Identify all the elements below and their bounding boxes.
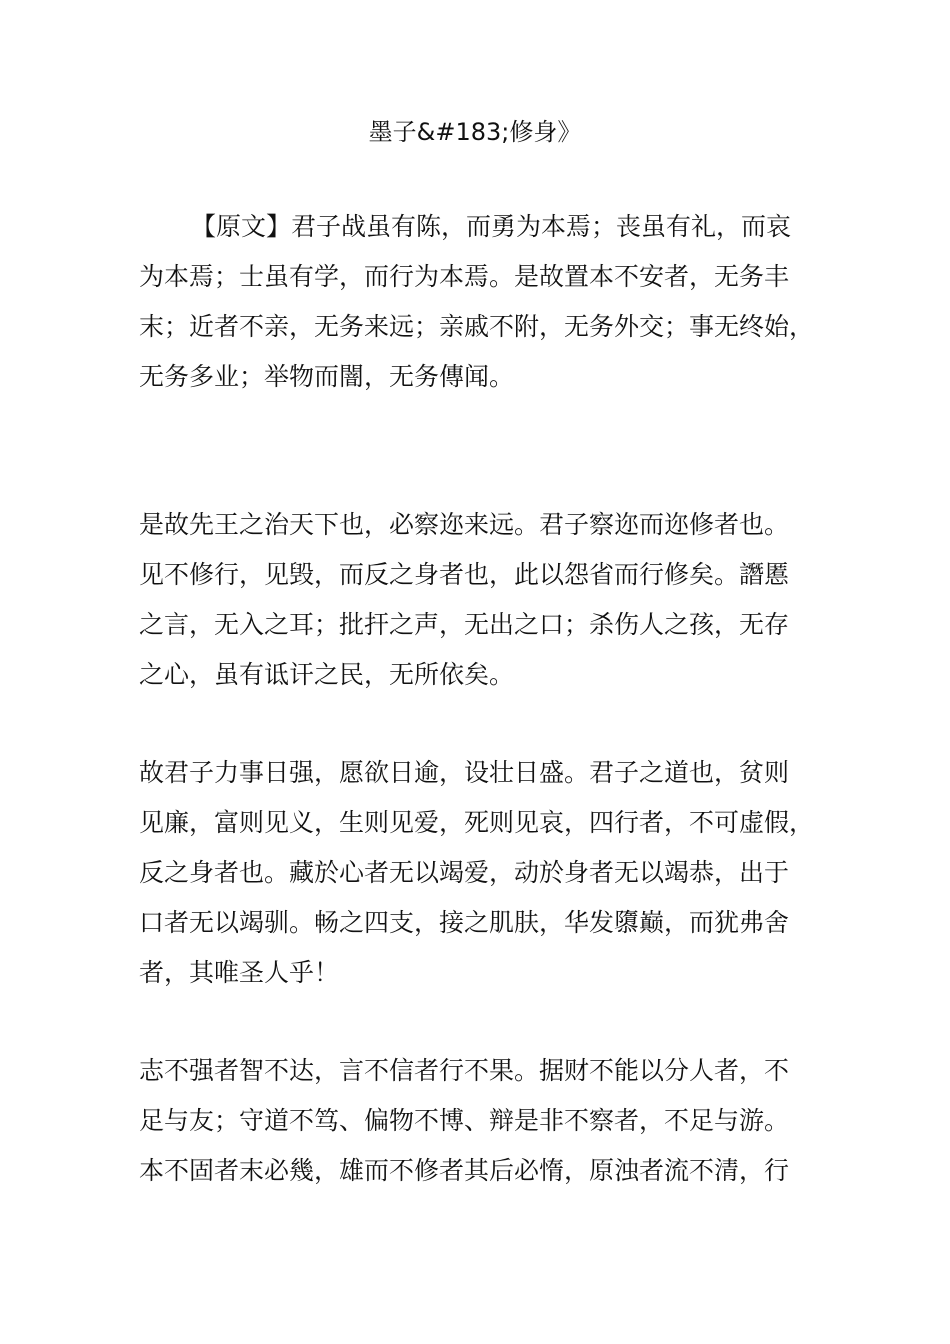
text-line: 为本焉；士虽有学，而行为本焉。是故置本不安者，无务丰 bbox=[139, 262, 790, 291]
text-line: 末；近者不亲，无务来远；亲戚不附，无务外交；事无终始， bbox=[139, 312, 815, 341]
text-line: 志不强者智不达，言不信者行不果。据财不能以分人者，不 bbox=[139, 1056, 790, 1085]
document-title: 墨子&#183;修身》 bbox=[368, 118, 582, 146]
text-line: 故君子力事日强，愿欲日逾，设壮日盛。君子之道也，贫则 bbox=[139, 758, 790, 787]
text-line: 之心，虽有诋讦之民，无所依矣。 bbox=[139, 660, 515, 689]
paragraph-original-text bbox=[139, 202, 815, 402]
text-line: 本不固者末必幾，雄而不修者其后必惰，原浊者流不清，行 bbox=[139, 1156, 790, 1185]
text-line: 口者无以竭驯。畅之四支，接之肌肤，华发隳巅，而犹弗舍 bbox=[139, 908, 790, 937]
text-line: 者，其唯圣人乎！ bbox=[139, 958, 340, 987]
text-line: 之言，无入之耳；批扞之声，无出之口；杀伤人之孩，无存 bbox=[139, 610, 790, 639]
text-line: 足与友；守道不笃、偏物不博、辩是非不察者，不足与游。 bbox=[139, 1106, 790, 1135]
paragraph-3 bbox=[139, 748, 815, 998]
text-line: 【原文】君子战虽有陈，而勇为本焉；丧虽有礼，而哀 bbox=[191, 212, 792, 241]
text-line: 见不修行，见毁，而反之身者也，此以怨省而行修矣。譖慝 bbox=[139, 560, 790, 589]
text-line: 无务多业；举物而闇，无务傳闻。 bbox=[139, 362, 515, 391]
paragraph-2 bbox=[139, 500, 811, 700]
text-line: 是故先王之治天下也，必察迩来远。君子察迩而迩修者也。 bbox=[139, 510, 790, 539]
text-line: 反之身者也。藏於心者无以竭爱，动於身者无以竭恭，出于 bbox=[139, 858, 790, 887]
paragraph-4 bbox=[139, 1046, 811, 1196]
text-line: 见廉，富则见义，生则见爱，死则见哀，四行者，不可虚假， bbox=[139, 808, 815, 837]
